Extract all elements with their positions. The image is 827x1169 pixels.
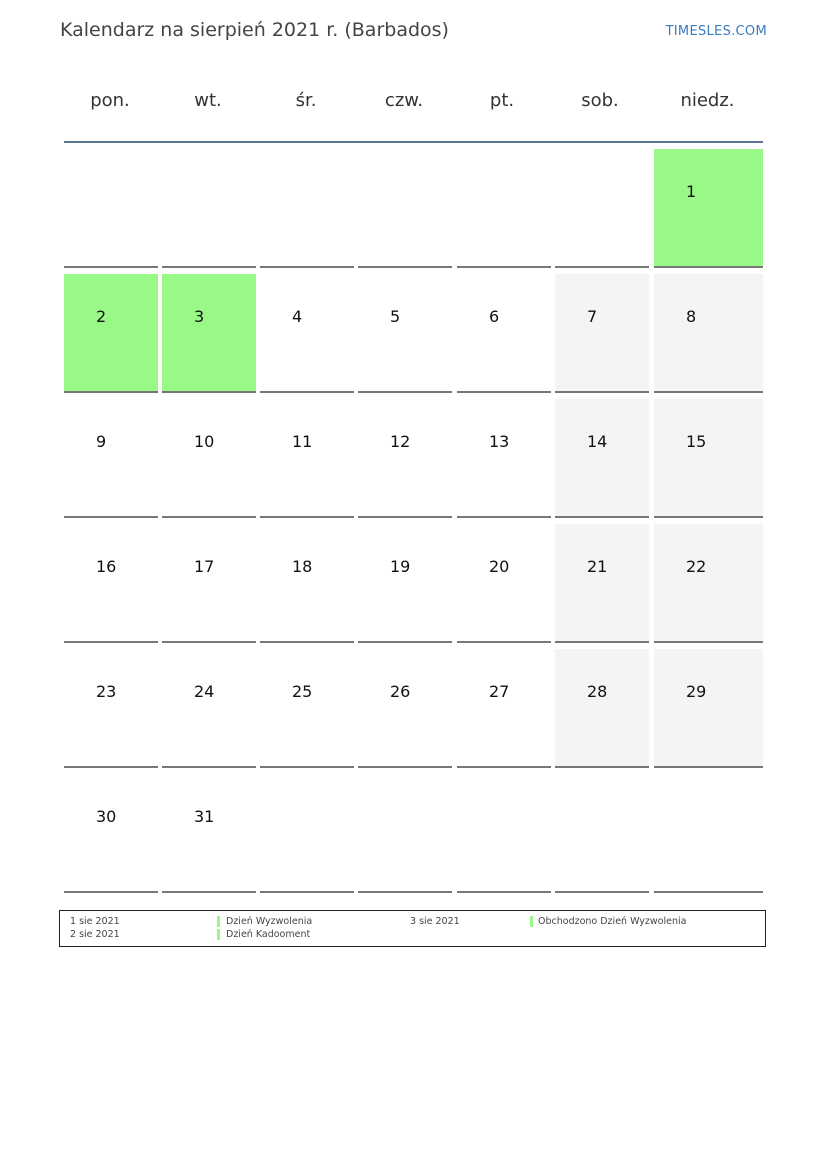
day-cell[interactable] bbox=[457, 274, 551, 393]
day-cell[interactable] bbox=[555, 399, 649, 518]
day-number: 3 bbox=[194, 307, 205, 326]
day-cell[interactable] bbox=[64, 774, 158, 893]
weekday-thu: czw. bbox=[384, 90, 424, 111]
day-number: 23 bbox=[96, 682, 117, 701]
day-number: 19 bbox=[390, 557, 411, 576]
day-number: 13 bbox=[489, 432, 510, 451]
day-number: 2 bbox=[96, 307, 107, 326]
legend-date-3: 3 sie 2021 bbox=[410, 916, 460, 927]
empty-day-cell bbox=[260, 149, 354, 268]
day-cell[interactable] bbox=[64, 524, 158, 643]
day-cell[interactable] bbox=[358, 274, 452, 393]
day-number: 17 bbox=[194, 557, 215, 576]
day-number: 4 bbox=[292, 307, 303, 326]
day-number: 25 bbox=[292, 682, 313, 701]
day-cell[interactable] bbox=[260, 274, 354, 393]
day-number: 30 bbox=[96, 807, 117, 826]
weekday-sat: sob. bbox=[581, 90, 619, 111]
day-cell[interactable] bbox=[654, 649, 763, 768]
day-cell[interactable] bbox=[162, 399, 256, 518]
legend-date-2: 2 sie 2021 bbox=[70, 929, 120, 940]
day-cell[interactable] bbox=[555, 649, 649, 768]
day-number: 9 bbox=[96, 432, 107, 451]
empty-day-cell bbox=[64, 149, 158, 268]
day-cell[interactable] bbox=[654, 149, 763, 268]
day-number: 8 bbox=[686, 307, 697, 326]
day-cell[interactable] bbox=[358, 524, 452, 643]
legend-name-3: Obchodzono Dzień Wyzwolenia bbox=[538, 916, 687, 927]
empty-day-cell bbox=[457, 774, 551, 893]
day-number: 16 bbox=[96, 557, 117, 576]
day-number: 10 bbox=[194, 432, 215, 451]
day-cell[interactable] bbox=[260, 524, 354, 643]
weekday-mon: pon. bbox=[90, 90, 130, 111]
day-number: 7 bbox=[587, 307, 598, 326]
empty-day-cell bbox=[260, 774, 354, 893]
page-title: Kalendarz na sierpień 2021 r. (Barbados) bbox=[60, 19, 449, 41]
empty-day-cell bbox=[457, 149, 551, 268]
day-number: 26 bbox=[390, 682, 411, 701]
day-cell[interactable] bbox=[358, 399, 452, 518]
day-cell[interactable] bbox=[555, 524, 649, 643]
legend-name-2: Dzień Kadooment bbox=[226, 929, 311, 940]
day-number: 31 bbox=[194, 807, 215, 826]
day-cell[interactable] bbox=[654, 399, 763, 518]
holiday-legend bbox=[59, 910, 766, 947]
legend-date-1: 1 sie 2021 bbox=[70, 916, 120, 927]
day-cell[interactable] bbox=[654, 274, 763, 393]
brand-link[interactable]: TIMESLES.COM bbox=[665, 24, 767, 39]
empty-day-cell bbox=[162, 149, 256, 268]
day-number: 14 bbox=[587, 432, 608, 451]
weekday-sun: niedz. bbox=[680, 90, 735, 111]
day-number: 5 bbox=[390, 307, 401, 326]
day-cell[interactable] bbox=[64, 274, 158, 393]
day-number: 11 bbox=[292, 432, 313, 451]
weekday-fri: pt. bbox=[489, 90, 515, 111]
day-cell[interactable] bbox=[654, 524, 763, 643]
day-number: 27 bbox=[489, 682, 510, 701]
day-number: 18 bbox=[292, 557, 313, 576]
weekday-wed: śr. bbox=[295, 90, 317, 111]
day-number: 28 bbox=[587, 682, 608, 701]
day-cell[interactable] bbox=[162, 774, 256, 893]
empty-day-cell bbox=[358, 774, 452, 893]
day-cell[interactable] bbox=[457, 399, 551, 518]
day-cell[interactable] bbox=[260, 399, 354, 518]
empty-day-cell bbox=[555, 149, 649, 268]
day-cell[interactable] bbox=[162, 274, 256, 393]
empty-day-cell bbox=[555, 774, 649, 893]
legend-color-marker bbox=[530, 916, 533, 927]
legend-color-marker bbox=[217, 929, 220, 940]
day-cell[interactable] bbox=[457, 524, 551, 643]
day-cell[interactable] bbox=[64, 649, 158, 768]
day-number: 1 bbox=[686, 182, 697, 201]
day-number: 12 bbox=[390, 432, 411, 451]
day-cell[interactable] bbox=[260, 649, 354, 768]
day-cell[interactable] bbox=[358, 649, 452, 768]
day-number: 22 bbox=[686, 557, 707, 576]
day-number: 21 bbox=[587, 557, 608, 576]
day-number: 20 bbox=[489, 557, 510, 576]
day-number: 15 bbox=[686, 432, 707, 451]
day-number: 24 bbox=[194, 682, 215, 701]
day-cell[interactable] bbox=[457, 649, 551, 768]
day-cell[interactable] bbox=[555, 274, 649, 393]
day-number: 6 bbox=[489, 307, 500, 326]
day-number: 29 bbox=[686, 682, 707, 701]
empty-day-cell bbox=[654, 774, 763, 893]
weekday-tue: wt. bbox=[194, 90, 222, 111]
empty-day-cell bbox=[358, 149, 452, 268]
legend-color-marker bbox=[217, 916, 220, 927]
day-cell[interactable] bbox=[162, 649, 256, 768]
day-cell[interactable] bbox=[162, 524, 256, 643]
legend-name-1: Dzień Wyzwolenia bbox=[226, 916, 313, 927]
day-cell[interactable] bbox=[64, 399, 158, 518]
